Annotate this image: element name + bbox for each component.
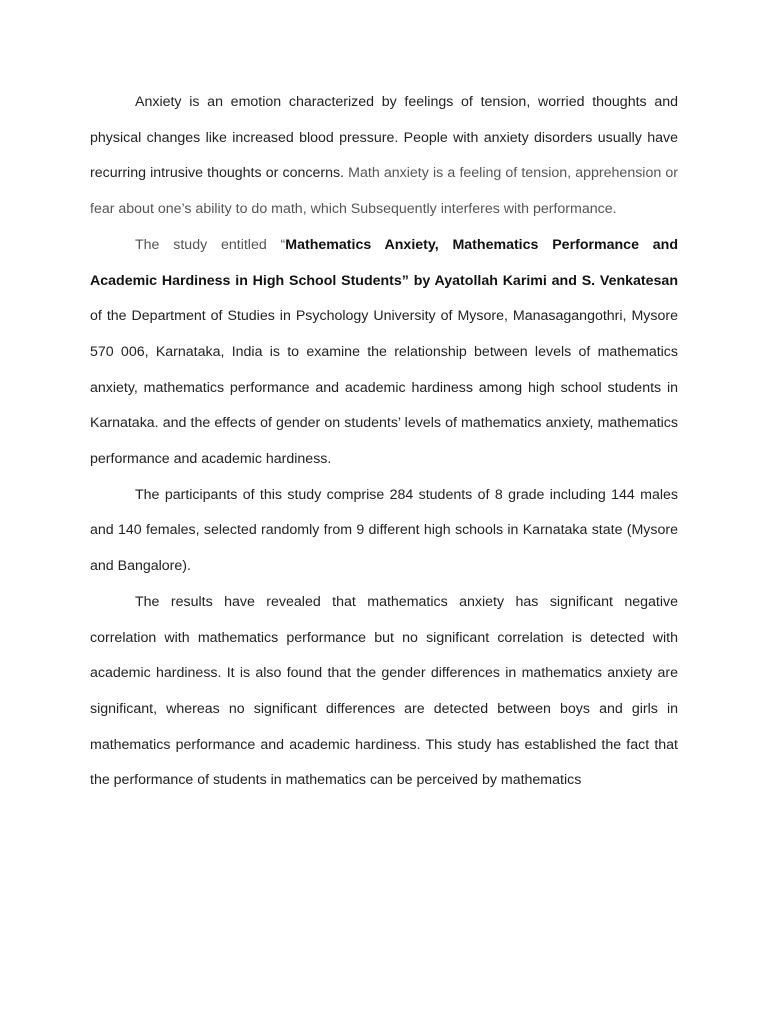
paragraph-lead: The study entitled “ (135, 236, 286, 253)
paragraph-participants (90, 478, 678, 585)
paragraph-text: of the Department of Studies in Psychology University of Mysore, Manasagangothri, Mysore 570 006, Karnataka, India is to examine the relationship between levels of mathematics anxiety, mathematics performance and academic hardiness among high school students in Karnataka. and the effects of gender on students’ levels of mathematics anxiety, mathematics performance and academic hardiness. (90, 308, 678, 468)
paragraph-results (90, 585, 678, 799)
paragraph-text: The results have revealed that mathematics anxiety has significant negative correlation with mathematics performance but no significant correlation is detected with academic hardiness. It is also found that the gender differences in mathematics anxiety are significant, whereas no significant differences are detected between boys and girls in mathematics performance and academic hardiness. This study has established the fact that the performance of students in mathematics can be perceived by mathematics (90, 593, 678, 789)
paragraph-study-description (90, 228, 678, 478)
math-anxiety-definition: Math anxiety is a feeling of tension, apprehension or fear about one’s ability to do math, which Subsequently interferes with performance. (90, 165, 679, 218)
study-title: Mathematics Anxiety, Mathematics Performance and Academic Hardiness in High School Students” by Ayatollah Karimi and S. Venkatesan (90, 236, 678, 289)
paragraph-anxiety-definition (90, 85, 678, 228)
paragraph-text: The participants of this study comprise 284 students of 8 grade including 144 males and 140 females, selected randomly from 9 different high schools in Karnataka state (Mysore and Bangalore). (90, 486, 678, 575)
document-page (90, 85, 678, 799)
paragraph-text: Anxiety is an emotion characterized by feelings of tension, worried thoughts and physical changes like increased blood pressure. People with anxiety disorders usually have recurring intrusive thoughts or concerns. (90, 94, 678, 182)
